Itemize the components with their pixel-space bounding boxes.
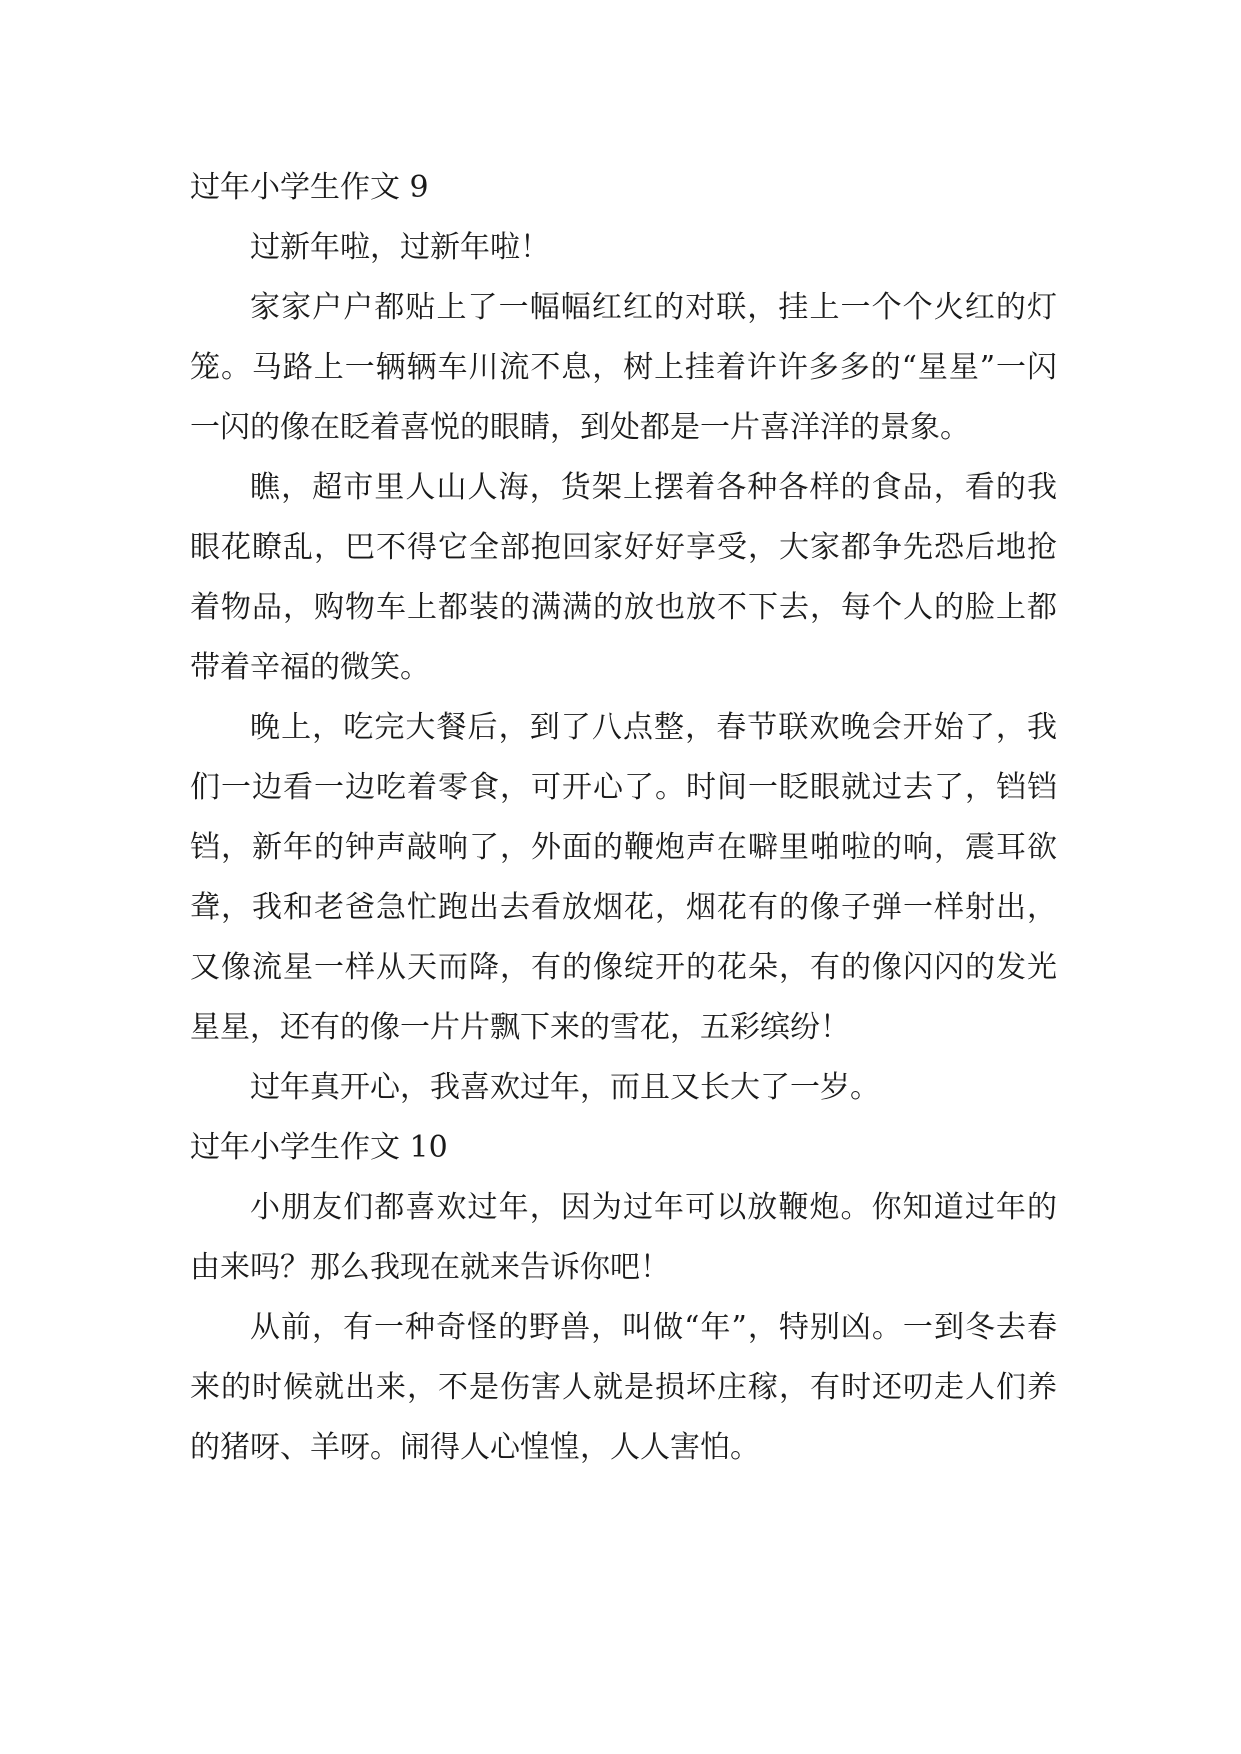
document-body <box>190 158 1057 1478</box>
paragraph: 瞧，超市里人山人海，货架上摆着各种各样的食品，看的我眼花瞭乱，巴不得它全部抱回家好好享受，大家都争先恐后地抢着物品，购物车上都装的满满的放也放不下去，每个人的脸上都带着辛福的微笑。 <box>190 470 1057 685</box>
paragraph: 过年真开心，我喜欢过年，而且又长大了一岁。 <box>250 1070 880 1105</box>
section-title: 过年小学生作文 10 <box>190 1130 448 1165</box>
essay-section <box>190 1118 1057 1478</box>
paragraph: 过新年啦，过新年啦！ <box>250 230 550 265</box>
paragraph: 从前，有一种奇怪的野兽，叫做“年”，特别凶。一到冬去春来的时候就出来，不是伤害人就是损坏庄稼，有时还叨走人们养的猪呀、羊呀。闹得人心惶惶，人人害怕。 <box>190 1310 1057 1465</box>
section-title: 过年小学生作文 9 <box>190 170 429 205</box>
paragraph: 小朋友们都喜欢过年，因为过年可以放鞭炮。你知道过年的由来吗？那么我现在就来告诉你吧！ <box>190 1190 1057 1285</box>
essay-section <box>190 158 1057 1118</box>
paragraph: 晚上，吃完大餐后，到了八点整，春节联欢晚会开始了，我们一边看一边吃着零食，可开心了。时间一眨眼就过去了，铛铛铛，新年的钟声敲响了，外面的鞭炮声在噼里啪啦的响，震耳欲聋，我和老爸急忙跑出去看放烟花，烟花有的像子弹一样射出，又像流星一样从天而降，有的像绽开的花朵，有的像闪闪的发光星星，还有的像一片片飘下来的雪花，五彩缤纷！ <box>190 710 1057 1045</box>
paragraph: 家家户户都贴上了一幅幅红红的对联，挂上一个个火红的灯笼。马路上一辆辆车川流不息，树上挂着许许多多的“星星”一闪一闪的像在眨着喜悦的眼睛，到处都是一片喜洋洋的景象。 <box>190 290 1057 445</box>
